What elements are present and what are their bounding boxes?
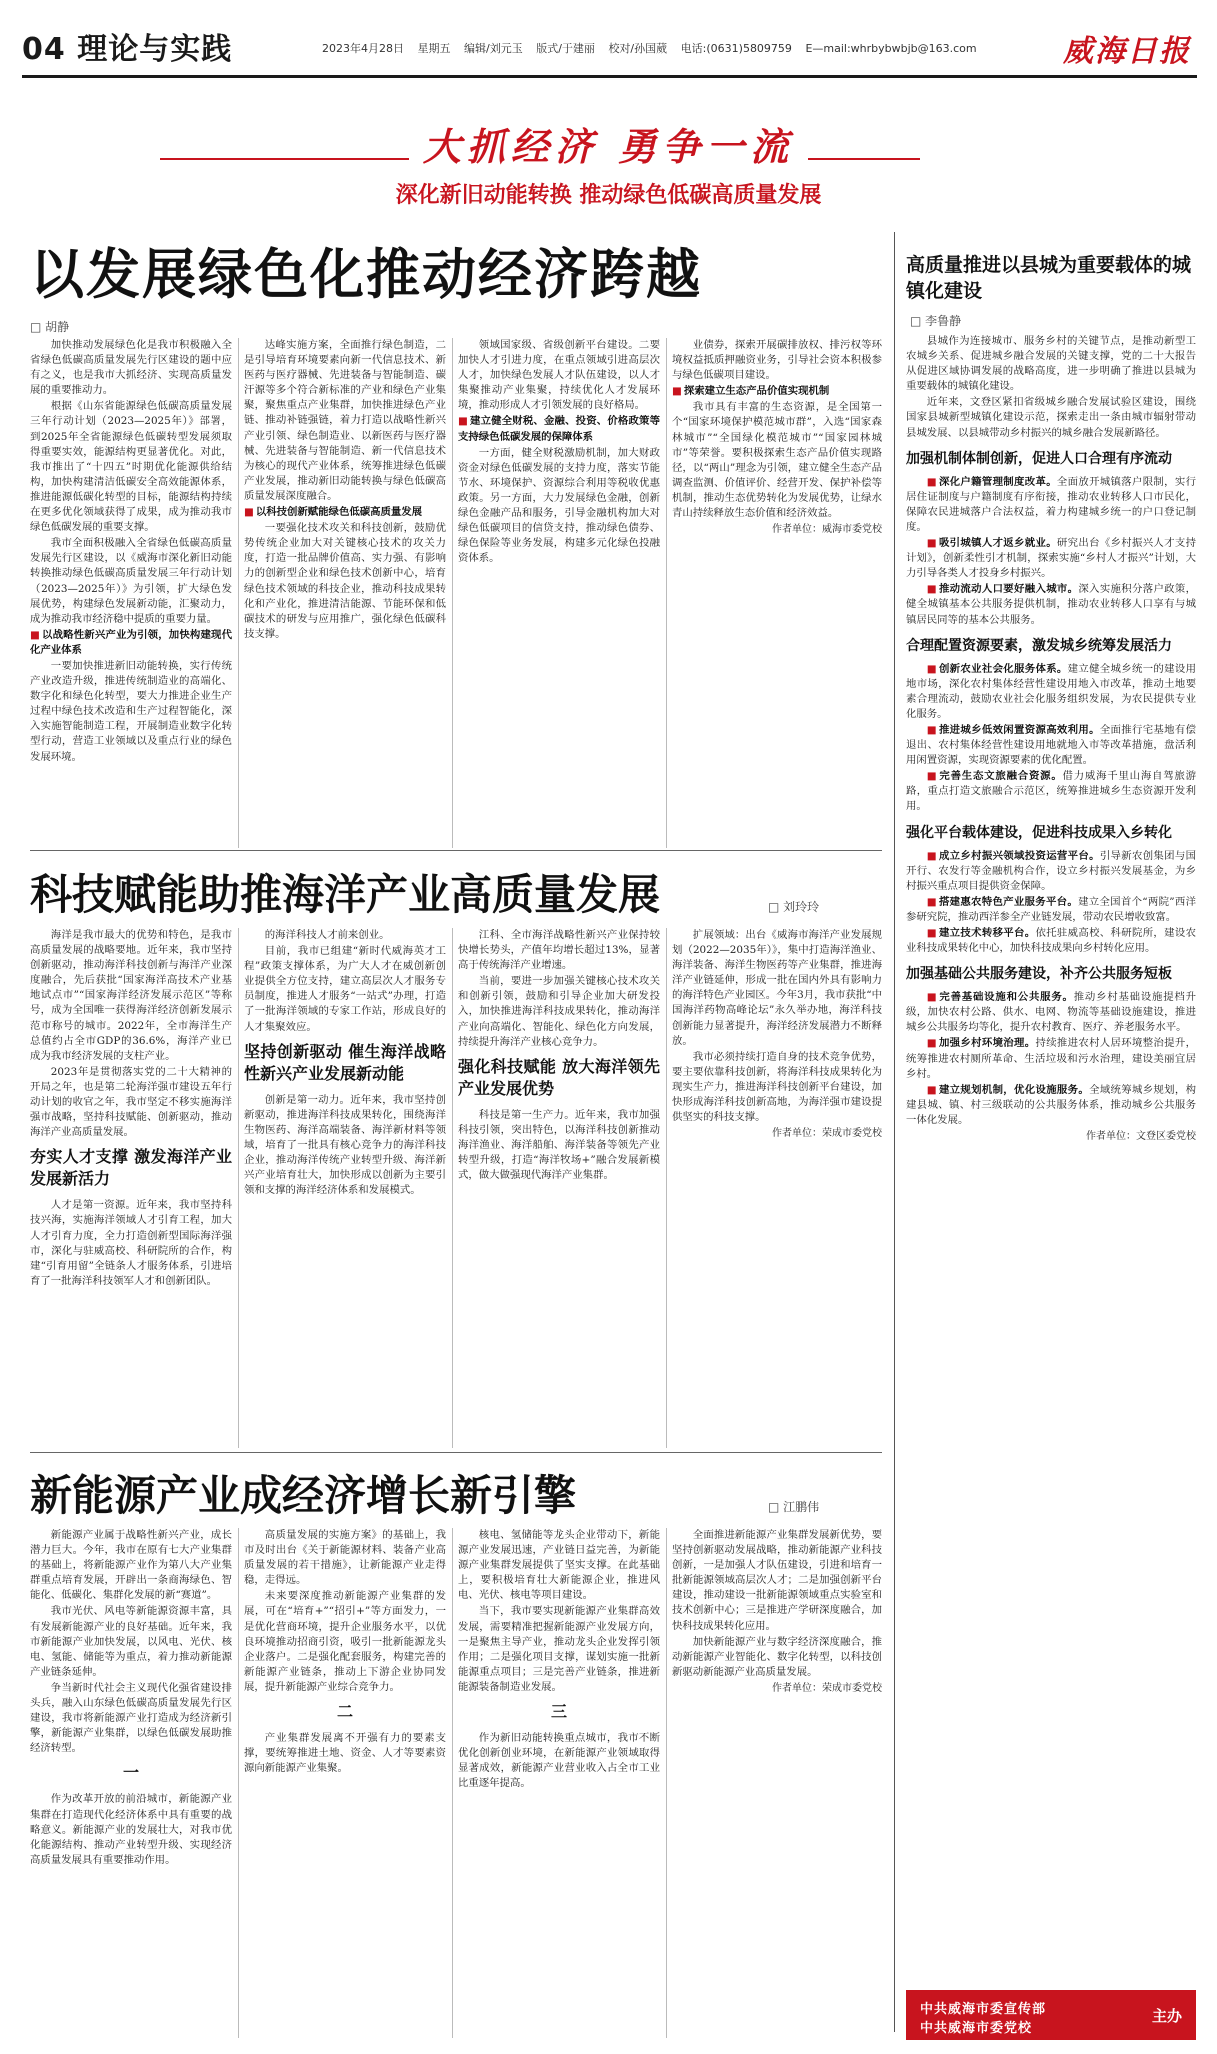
article3-col1: 新能源产业属于战略性新兴产业，成长潜力巨大。今年，我市在原有七大产业集群的基础上，将新能源产业作为第八大产业集群重点培育发展，开辟出一条商海绿色、智能化、低碳化、集群化发展的新“赛道”。 我市光伏、风电等新能源资源丰富，具有发展新能源产业的良好基础。近年来，我市新能源产业加快发展，以风电、光伏、核电、氢能、储能等为重点，着力推动新能源产业链条延伸。 争当新时代社会主义现代化强省建设排头兵，融入山东绿色低碳高质量发展先行区建设，我市将新能源产业打造成为经济新引擎，新能源产业集群，以绿色低碳发展助推经济转型。 一 作为改革开放的前沿城市，新能源产业集群在打造现代化经济体系中具有重要的战略意义。新能源产业的发展壮大，对我市优化能源结构、推动产业转型升级、实现经济高质量发展具有重要推动作用。 [30, 1529, 232, 1866]
article1-bullet: ■ 建立健全财税、金融、投资、价格政策等支持绿色低碳发展的保障体系 [458, 414, 660, 444]
page-number: 04 [22, 32, 66, 67]
sidebar-divider [894, 232, 895, 2032]
editor: 编辑/刘元玉 [464, 42, 523, 55]
column-divider [238, 928, 239, 1448]
sidebar-section-heading: 加强基础公共服务建设，补齐公共服务短板 [906, 966, 1172, 983]
article1-col3: 领域国家级、省级创新平台建设。二要加快人才引进力度，在重点领域引进高层次人才，加快绿色发展人才队伍建设，以人才集聚推动产业集聚，持续优化人才发展环境，推动形成人才引领发展的良好格局。 ■ 建立健全财税、金融、投资、价格政策等支持绿色低碳发展的保障体系 一方面，健全财税激励机制，加大财政资金对绿色低碳发展的支持力度，落实节能节水、环境保护、资源综合利用等税收优惠政策。另一方面，大力发展绿色金融，创新绿色金融产品和服务，引导金融机构加大对绿色低碳项目的信贷支持，推动绿色债券、绿色保险等业务发展，构建多元化绿色投融资体系。 [458, 338, 660, 848]
article2-col4: 扩展领域：出台《威海市海洋产业发展规划（2022—2035年）》，集中打造海洋渔业、海洋装备、海洋生物医药等产业集群，推进海洋产业链延伸，形成一批在国内外具有影响力的海洋特色产业园区。今年3月，我市获批“中国海洋药物高峰论坛”永久举办地，海洋科技创新能力显著提升，海洋经济发展潜力不断释放。 我市必须持续打造自身的技术竞争优势，要主要依靠科技创新，将海洋科技成果转化为现实生产力，推进海洋科技创新平台建设，加快形成海洋科技创新高地，为海洋强市建设提供坚实的科技支撑。 作者单位：荣成市委党校 [672, 928, 882, 1448]
section-divider [30, 850, 882, 851]
article1-bullet: ■ 探索建立生态产品价值实现机制 [672, 384, 882, 399]
article3-title: 新能源产业成经济增长新引擎 [30, 1471, 577, 1520]
article1-bullet: ■ 以科技创新赋能绿色低碳高质量发展 [244, 505, 446, 520]
article3-section-number: 二 [336, 1702, 353, 1722]
masthead-meta [322, 40, 987, 56]
article3-author: □ 江鹏伟 [768, 1498, 819, 1515]
masthead [22, 24, 1197, 78]
article1-signature: 作者单位：威海市委党校 [772, 524, 882, 536]
phone: 电话:(0631)5809759 [680, 42, 792, 55]
column-divider [452, 338, 453, 848]
sidebar-title: 高质量推进以县城为重要载体的城镇化建设 [906, 254, 1192, 302]
column-divider [666, 1528, 667, 2038]
article3-col3: 核电、氢储能等龙头企业带动下，新能源产业发展迅速，产业链日益完善，为新能源产业集群发展提供了坚实支撑。在此基础上，要积极培育壮大新能源企业，推进风电、光伏、核电等项目建设。 当下，我市要实现新能源产业集群高效发展，需要精准把握新能源产业发展方向，一是聚焦主导产业，推动龙头企业发挥引领作用；二是强化项目支撑，谋划实施一批新能源重点项目；三是完善产业链条，推进新能源装备制造业发展。 三 作为新旧动能转换重点城市，我市不断优化创新创业环境，在新能源产业领域取得显著成效，新能源产业营业收入占全市工业比重逐年提高。 [458, 1529, 660, 1790]
sponsor-line-1: 中共威海市委宣传部 [920, 2002, 1047, 2017]
sidebar-section-heading: 加强机制体制创新，促进人口合理有序流动 [906, 450, 1172, 467]
article1-col1: 加快推动发展绿色化是我市积极融入全省绿色低碳高质量发展先行区建设的题中应有之义，也是我市大抓经济、实现高质量发展的重要推动力。 根据《山东省能源绿色低碳高质量发展三年行动计划（2023—2025年）》部署，到2025年全省能源绿色低碳转型发展须取得重要实效，能源结构更显著优化。对此，我市推出了“十四五”时期优化能源供给结构，加快构建清洁低碳安全高效能源体系，推进能源低碳化转型的目标，能源结构持续在更多优化领域获得了成果，成为推动我市绿色低碳发展的重要支撑。 我市全面积极融入全省绿色低碳高质量发展先行区建设，以《威海市深化新旧动能转换推动绿色低碳高质量发展三年行动计划（2023—2025年）》为引领，扩大绿色发展优势，构建绿色发展新动能，汇聚动力，成为推动我市经济稳中提质的重要力量。 ■ 以战略性新兴产业为引领，加快构建现代化产业体系 一要加快推进新旧动能转换，实行传统产业改造升级，推进传统制造业的高端化、数字化和绿色化转型，要大力推进企业生产过程中绿色技术改造和生产过程智能化，深入实施智能制造工程，开展制造业数字化转型行动，营造工业领域以及重点行业的绿色发展环境。 [30, 338, 232, 848]
banner-subtitle: 深化新旧动能转换 推动绿色低碳高质量发展 [0, 178, 1217, 209]
article2-title: 科技赋能助推海洋产业高质量发展 [30, 870, 661, 919]
article3-section-number: 三 [550, 1702, 567, 1722]
article1-title: 以发展绿色化推动经济跨越 [30, 243, 702, 306]
article2-col3: 江科、全市海洋战略性新兴产业保持较快增长势头，产值年均增长超过13%，显著高于传统海洋产业增速。 当前，要进一步加强关键核心技术攻关和创新引领，鼓励和引导企业加大研发投入，加快推进海洋科技成果转化，推动海洋产业向高端化、智能化、绿色化方向发展，持续提升海洋产业核心竞争力。 强化科技赋能 放大海洋领先产业发展优势 科技是第一生产力。近年来，我市加强科技引领，突出特色，以海洋科技创新推动海洋渔业、海洋船舶、海洋装备等领先产业转型升级，打造“海洋牧场+”融合发展新模式，做大做强现代海洋产业集群。 [458, 929, 660, 1182]
layout-editor: 版式/于建丽 [536, 42, 595, 55]
newspaper-logo: 威海日报 [1063, 34, 1191, 69]
page-section [22, 24, 232, 68]
article3-signature: 作者单位：荣成市委党校 [772, 1682, 882, 1694]
banner-slogan: 大抓经济 勇争一流 [0, 116, 1217, 171]
section-divider [30, 1452, 882, 1453]
sidebar-body: 县城作为连接城市、服务乡村的关键节点，是推动新型工农城乡关系、促进城乡融合发展的关键支撑，党的二十大报告从促进区域协调发展的战略高度，进一步明确了推进以县城为重要载体的城镇化建设。 近年来，文登区紧扣省级城乡融合发展试验区建设，围绕国家县城新型城镇化建设示范，探索走出一条由城市辐射带动县城发展、以县城带动乡村振兴的城乡融合发展新路径。 加强机制体制创新，促进人口合理有序流动 ■ 深化户籍管理制度改革。全面放开城镇落户限制，实行居住证制度与户籍制度有序衔接，推动农业转移人口市民化，保障农民进城落户合法权益，着力构建城乡统一的户口登记制度。 ■ 吸引城镇人才返乡就业。研究出台《乡村振兴人才支持计划》，创新柔性引才机制，探索实施“乡村人才振兴”计划，大力引导各类人才投身乡村振兴。 ■ 推动流动人口要好融入城市。深入实施积分落户政策，健全城镇基本公共服务提供机制，推动农业转移人口享有与城镇居民同等的基本公共服务。 合理配置资源要素，激发城乡统筹发展活力 ■ 创新农业社会化服务体系。建立健全城乡统一的建设用地市场，深化农村集体经营性建设用地入市改革，推动土地要素合理流动，鼓励农业社会化服务组织发展，为农民提供专业化服务。 ■ 推进城乡低效闲置资源高效利用。全面推行宅基地有偿退出、农村集体经营性建设用地就地入市等改革措施，盘活利用闲置资源，实现资源要素的优化配置。 ■ 完善生态文旅融合资源。借力威海千里山海自驾旅游路，重点打造文旅融合示范区，统筹推进城乡生态资源开发利用。 强化平台载体建设，促进科技成果入乡转化 ■ 成立乡村振兴领域投资运营平台。引导新农创集团与国开行、农发行等金融机构合作，设立乡村振兴发展基金，为乡村振兴重点项目提供资金保障。 ■ 搭建惠农特色产业服务平台。建立全国首个“两院”西洋参研究院，推动西洋参全产业链发展，带动农民增收致富。 ■ 建立技术转移平台。依托驻威高校、科研院所，建设农业科技成果转化中心，加快科技成果向乡村转化应用。 加强基础公共服务建设，补齐公共服务短板 ■ 完善基础设施和公共服务。推动乡村基础设施提档升级，加快农村公路、供水、电网、物流等基础设施建设，推进城乡公共服务均等化，提升农村教育、医疗、养老服务水平。 ■ 加强乡村环境治理。持续推进农村人居环境整治提升，统筹推进农村厕所革命、生活垃圾和污水治理，建设美丽宜居乡村。 ■ 建立规划机制，优化设施服务。全域统筹城乡规划，构建县城、镇、村三级联动的公共服务体系，推动城乡公共服务一体化发展。 作者单位：文登区委党校 [906, 334, 1196, 1984]
column-divider [238, 338, 239, 848]
section-name: 理论与实践 [77, 32, 233, 67]
column-divider [238, 1528, 239, 2038]
sidebar-section-heading: 合理配置资源要素，激发城乡统筹发展活力 [906, 637, 1172, 654]
sponsor-host-label: 主办 [1151, 2007, 1182, 2025]
column-divider [666, 338, 667, 848]
sidebar-signature: 作者单位：文登区委党校 [1086, 1131, 1196, 1143]
article2-subheading: 强化科技赋能 放大海洋领先产业发展优势 [458, 1056, 660, 1098]
article3-col2: 高质量发展的实施方案》的基础上，我市及时出台《关于新能源材料、装备产业高质量发展的若干措施》，让新能源产业走得稳，走得远。 未来要深度推动新能源产业集群的发展，可在“培育+”“招引+”等方面发力，一是优化营商环境，提升企业服务水平，以优良环境推动招商引资，吸引一批新能源龙头企业落户。二是强化配套服务，构建完善的新能源产业链条，推动上下游企业协同发展，提升新能源产业综合竞争力。 二 产业集群发展离不开强有力的要素支撑，要统筹推进土地、资金、人才等要素资源向新能源产业集聚。 [244, 1529, 446, 1775]
column-divider [452, 928, 453, 1448]
article2-subheading: 坚持创新驱动 催生海洋战略性新兴产业发展新动能 [244, 1041, 446, 1083]
article2-signature: 作者单位：荣成市委党校 [772, 1128, 882, 1140]
article1-author: □ 胡静 [30, 318, 69, 335]
article2-col2: 的海洋科技人才前来创业。 目前，我市已组建“新时代威海英才工程”政策支撑体系，为广大人才在威创新创业提供全方位支持，建立高层次人才服务专员制度，推进人才服务“一站式”办理，打造了一批海洋领域的专家工作站，形成良好的人才集聚效应。 坚持创新驱动 催生海洋战略性新兴产业发展新动能 创新是第一动力。近年来，我市坚持创新驱动，推进海洋科技成果转化，围绕海洋生物医药、海洋高端装备、海洋新材料等领域，培育了一批具有核心竞争力的海洋科技企业，推动海洋传统产业转型升级、海洋新兴产业培育壮大，加快形成以创新为主要引领和支撑的海洋经济体系和发展模式。 [244, 929, 446, 1197]
column-divider [666, 928, 667, 1448]
article2-col1: 海洋是我市最大的优势和特色，是我市高质量发展的战略要地。近年来，我市坚持创新驱动，推动海洋科技创新与海洋产业深度融合，先后获批“国家海洋高技术产业基地试点市”“国家海洋经济发展示范区”等称号，成为全国唯一获得海洋经济创新发展示范市称号的城市。2022年，全市海洋生产总值约占全市GDP的36.6%，海洋产业已成为我市经济发展的支柱产业。 2023年是贯彻落实党的二十大精神的开局之年，也是第二轮海洋强市建设五年行动计划的收官之年，我市坚定不移实施海洋强市战略，坚持科技赋能、创新驱动，推动海洋产业高质量发展。 夯实人才支撑 激发海洋产业发展新活力 人才是第一资源。近年来，我市坚持科技兴海，实施海洋领域人才引育工程，加大人才引育力度，全力打造创新型国际海洋强市，深化与驻威高校、科研院所的合作，构建“引育用留”全链条人才服务体系，引进培育了一批海洋科技领军人才和创新团队。 [30, 929, 232, 1287]
article3-section-number: 一 [122, 1763, 139, 1783]
issue-date: 2023年4月28日 [322, 42, 404, 55]
article1-col4: 业债券，探索开展碳排放权、排污权等环境权益抵质押融资业务，引导社会资本积极参与绿色低碳项目建设。 ■ 探索建立生态产品价值实现机制 我市具有丰富的生态资源，是全国第一个“国家环境保护模范城市群”，入选“国家森林城市”“全国绿化模范城市”“国家园林城市”等荣誉。要积极探索生态产品价值实现路径，以“两山”理念为引领，建立健全生态产品调查监测、价值评价、经营开发、保护补偿等机制，推动生态优势转化为发展优势，让绿水青山持续释放生态价值和经济效益。 作者单位：威海市委党校 [672, 338, 882, 848]
sidebar-author: □ 李鲁静 [910, 312, 961, 329]
column-divider [452, 1528, 453, 2038]
email: E—mail:whrbybwbjb@163.com [805, 42, 977, 55]
issue-weekday: 星期五 [417, 42, 451, 55]
proofreader: 校对/孙国葳 [608, 42, 668, 55]
article2-subheading: 夯实人才支撑 激发海洋产业发展新活力 [30, 1147, 232, 1189]
sponsor-line-2: 中共威海市委党校 [920, 2021, 1033, 2036]
sidebar-section-heading: 强化平台载体建设，促进科技成果入乡转化 [906, 824, 1172, 841]
article1-bullet: ■ 以战略性新兴产业为引领，加快构建现代化产业体系 [30, 628, 232, 658]
sponsor-badge [906, 1990, 1196, 2040]
article2-author: □ 刘玲玲 [768, 898, 819, 915]
article3-col4: 全面推进新能源产业集群发展新优势，要坚持创新驱动发展战略，推动新能源产业科技创新，一是加强人才队伍建设，引进和培育一批新能源领域高层次人才；二是加强创新平台建设，推动建设一批新能源领域重点实验室和技术创新中心；三是推进产学研深度融合，加快科技成果转化应用。 加快新能源产业与数字经济深度融合，推动新能源产业智能化、数字化转型，以科技创新驱动新能源产业高质量发展。 作者单位：荣成市委党校 [672, 1528, 882, 2038]
article1-col2: 达峰实施方案，全面推行绿色制造，二是引导培育环境要素向新一代信息技术、新医药与医疗器械、先进装备与智能制造、碳汗源等多个符合新标准的产业和绿色产业集聚，聚焦重点产业集群，加快推进绿色产业链、推动补链强链，着力打造以战略性新兴产业引领、绿色制造业、以新医药与医疗器械、先进装备与智能制造、新一代信息技术为核心的现代产业体系，统筹推进绿色低碳产业发展，推动新旧动能转换与绿色低碳高质量发展深度融合。 ■ 以科技创新赋能绿色低碳高质量发展 一要强化技术攻关和科技创新，鼓励优势传统企业加大对关键核心技术的攻关力度，打造一批品牌价值高、实力强、有影响力的创新型企业和绿色技术创新中心，培育绿色技术领域的科技企业，推动科技成果转化和产业化，推进清洁能源、节能环保和低碳技术的研发与应用推广，强化绿色低碳科技支撑。 [244, 338, 446, 848]
